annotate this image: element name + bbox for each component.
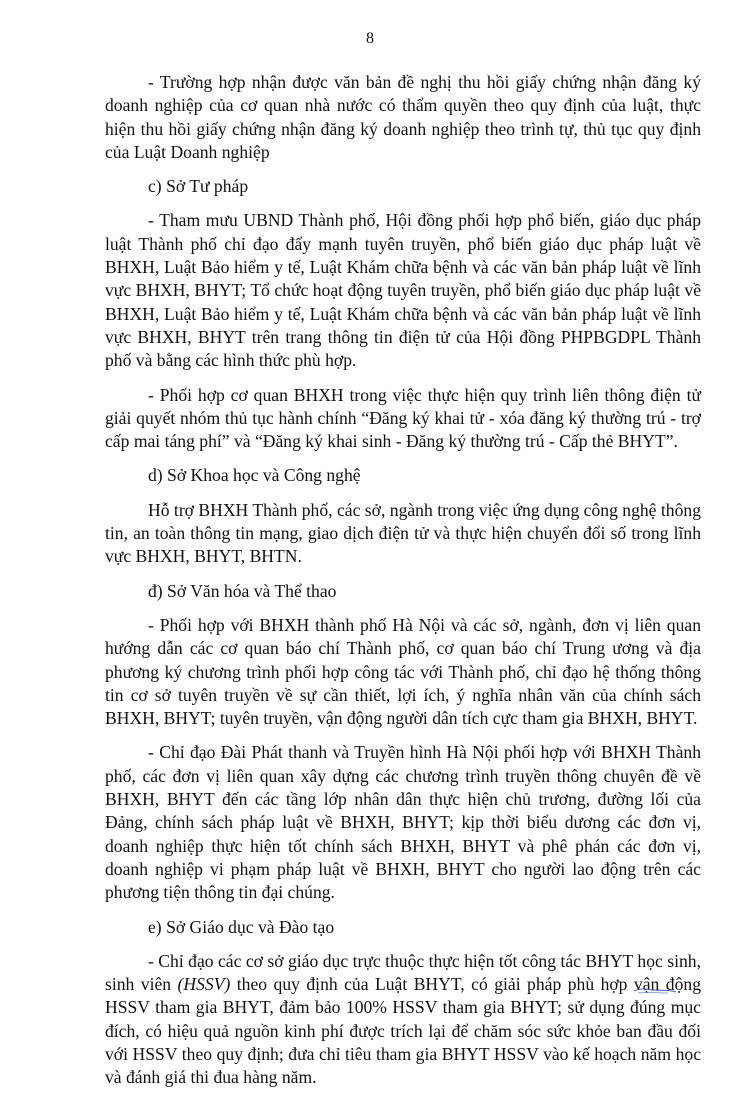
initials-signature xyxy=(632,983,678,997)
section-heading xyxy=(105,580,701,603)
page-number: 8 xyxy=(366,30,374,47)
text-run: đ) Sở Văn hóa và Thể thao xyxy=(148,580,337,601)
text-run: - Chỉ đạo Đài Phát thanh và Truyền hình Hà Nội phối hợp với BHXH Thành phố, các đơn vị liên quan xây dựng các chương trình truyền thông chuyên đề về BHXH, BHYT đến các tầng lớp nhân dân thực hiện chủ trương, đường lối của Đảng, chính sách pháp luật về BHXH, BHYT; kịp thời biểu dương các đơn vị, doanh nghiệp thực hiện tốt chính sách BHXH, BHYT và phê phán các đơn vị, doanh nghiệp vi phạm pháp luật về BHXH, BHYT cho người lao động trên các phương tiện thông tin đại chúng. xyxy=(105,742,701,903)
text-run: - Trường hợp nhận được văn bản đề nghị thu hồi giấy chứng nhận đăng ký doanh nghiệp của cơ quan nhà nước có thẩm quyền theo quy định của luật, thực hiện thu hồi giấy chứng nhận đăng ký doanh nghiệp theo trình tự, thủ tục quy định của Luật Doanh nghiệp xyxy=(105,72,701,162)
paragraph xyxy=(105,71,701,164)
text-run: - Phối hợp với BHXH thành phố Hà Nội và các sở, ngành, đơn vị liên quan hướng dẫn các cơ quan báo chí Thành phố, cơ quan báo chí Trung ương và địa phương ký chương trình phối hợp công tác với Thành phố, chỉ đạo hệ thống thông tin cơ sở tuyên truyền về sự cần thiết, lợi ích, ý nghĩa nhân văn của chính sách BHXH, BHYT; tuyên truyền, vận động người dân tích cực tham gia BHXH, BHYT. xyxy=(105,614,701,729)
text-run: Hỗ trợ BHXH Thành phố, các sở, ngành trong việc ứng dụng công nghệ thông tin, an toàn thông tin mạng, giao dịch điện tử và thực hiện chuyển đổi số trong lĩnh vực BHXH, BHYT, BHTN. xyxy=(105,499,701,567)
paragraph xyxy=(105,741,701,904)
section-heading xyxy=(105,175,701,198)
text-run: e) Sở Giáo dục và Đào tạo xyxy=(148,916,335,937)
text-run: d) Sở Khoa học và Công nghệ xyxy=(148,465,361,486)
text-run: c) Sở Tư pháp xyxy=(148,176,249,197)
paragraph xyxy=(105,614,701,730)
text-run: theo quy định của Luật BHYT, có giải pháp phù hợp vận động HSSV tham gia BHYT, đảm bảo 100% HSSV tham gia BHYT; sử dụng đúng mục đích, có hiệu quả nguồn kinh phí được trích lại để chăm sóc sức khỏe ban đầu đối với HSSV theo quy định; đưa chỉ tiêu tham gia BHYT HSSV vào kế hoạch năm học và đánh giá thi đua hàng năm. xyxy=(105,974,701,1088)
paragraph xyxy=(105,950,701,1090)
text-run: - Tham mưu UBND Thành phố, Hội đồng phối hợp phổ biến, giáo dục pháp luật Thành phố chỉ đạo đẩy mạnh tuyên truyền, phổ biến giáo dục pháp luật về BHXH, Luật Bảo hiểm y tế, Luật Khám chữa bệnh và các văn bản pháp luật về lĩnh vực BHXH, BHYT; Tổ chức hoạt động tuyên truyền, phổ biến giáo dục pháp luật về BHXH, Luật Bảo hiểm y tế, Luật Khám chữa bệnh và các văn bản pháp luật về lĩnh vực BHXH, BHYT trên trang thông tin điện tử của Hội đồng PHPBGDPL Thành phố và bằng các hình thức phù hợp. xyxy=(105,210,701,371)
paragraph xyxy=(105,384,701,454)
document-body xyxy=(105,71,701,1101)
text-run: - Phối hợp cơ quan BHXH trong việc thực hiện quy trình liên thông điện tử giải quyết nhóm thủ tục hành chính “Đăng ký khai tử - xóa đăng ký thường trú - trợ cấp mai táng phí” và “Đăng ký khai sinh - Đăng ký thường trú - Cấp thẻ BHYT”. xyxy=(105,384,701,452)
section-heading xyxy=(105,464,701,487)
paragraph xyxy=(105,209,701,372)
text-run: - Chỉ đạo các cơ sở giáo dục trực thuộc thực hiện tốt công tác BHYT học sinh, sinh viên xyxy=(105,950,701,995)
paragraph xyxy=(105,499,701,569)
section-heading xyxy=(105,916,701,939)
italic-text: (HSSV) xyxy=(177,974,231,995)
